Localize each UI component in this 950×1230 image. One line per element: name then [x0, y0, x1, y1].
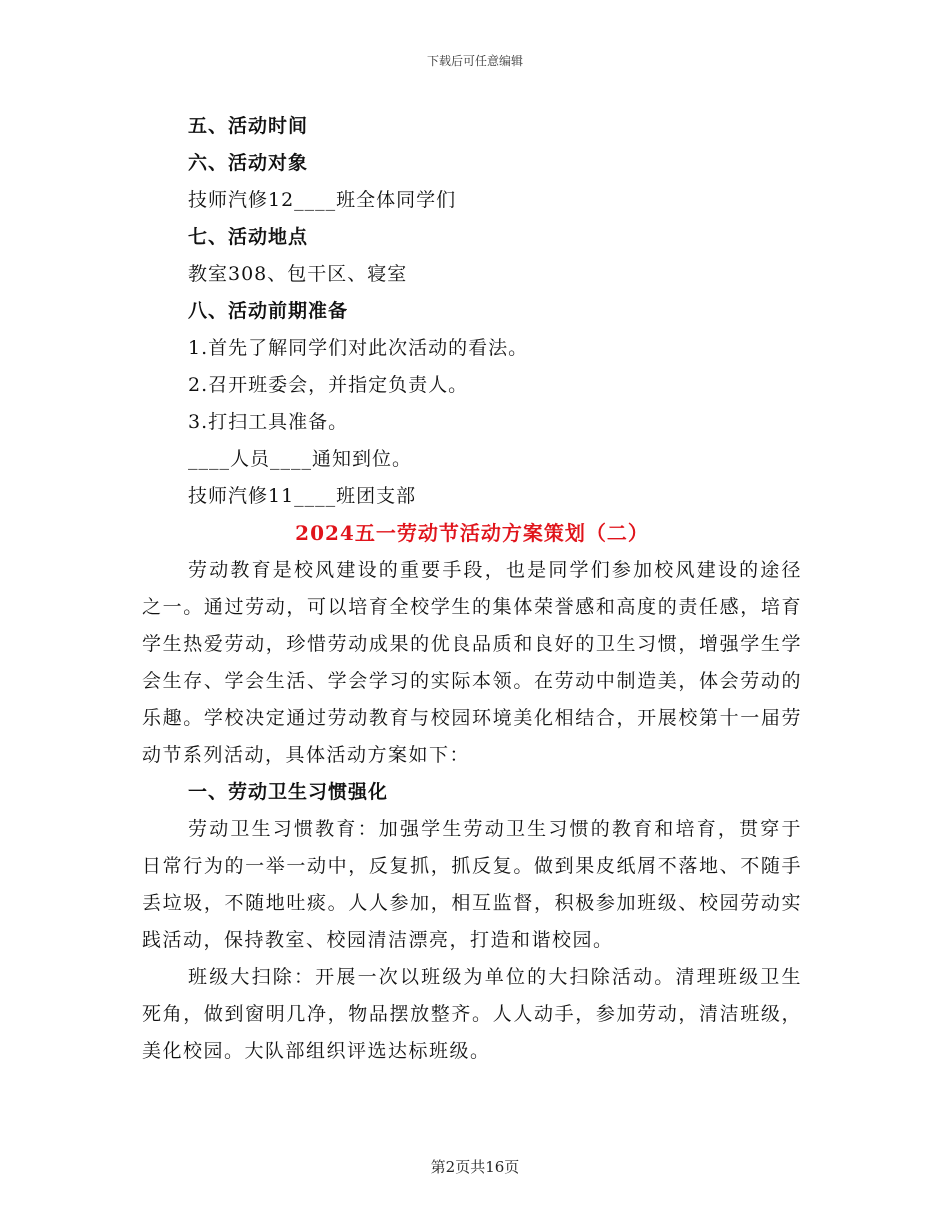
page-footer: 第2页共16页: [430, 1158, 520, 1176]
preparation-item-2: 2.召开班委会，并指定负责人。: [188, 374, 469, 396]
cleaning-paragraph: 班级大扫除：开展一次以班级为单位的大扫除活动。清理班级卫生死角，做到窗明几净，物品摆放整齐。人人动手，参加劳动，清洁班级，美化校园。大队部组织评选达标班级。: [142, 966, 802, 1062]
hygiene-paragraph: 劳动卫生习惯教育：加强学生劳动卫生习惯的教育和培育，贯穿于日常行为的一举一动中，反复抓，抓反复。做到果皮纸屑不落地、不随手丢垃圾，不随地吐痰。人人参加，相互监督，积极参加班级、校园劳动实践活动，保持教室、校园清洁漂亮，打造和谐校园。: [142, 818, 802, 951]
heading-activity-time: 五、活动时间: [188, 115, 309, 137]
section-title: 2024五一劳动节活动方案策划（二）: [295, 521, 649, 545]
heading-activity-target: 六、活动对象: [188, 152, 309, 174]
heading-activity-location: 七、活动地点: [188, 226, 309, 248]
intro-paragraph: 劳动教育是校风建设的重要手段，也是同学们参加校风建设的途径之一。通过劳动，可以培育全校学生的集体荣誉感和高度的责任感，培育学生热爱劳动，珍惜劳动成果的优良品质和良好的卫生习惯，增强学生学会生存、学会生活、学会学习的实际本领。在劳动中制造美，体会劳动的乐趣。学校决定通过劳动教育与校园环境美化相结合，开展校第十一届劳动节系列活动，具体活动方案如下：: [142, 559, 802, 766]
subheading-hygiene: 一、劳动卫生习惯强化: [188, 781, 389, 803]
page-header: 下载后可任意编辑: [426, 54, 523, 68]
notification-line: ____人员____通知到位。: [188, 448, 413, 470]
preparation-item-3: 3.打扫工具准备。: [188, 411, 349, 433]
signature-line: 技师汽修11____班团支部: [188, 485, 417, 507]
document-body: [142, 108, 802, 1070]
activity-target-text: 技师汽修12____班全体同学们: [188, 189, 457, 211]
activity-location-text: 教室308、包干区、寝室: [188, 263, 408, 285]
heading-preparation: 八、活动前期准备: [188, 300, 349, 322]
preparation-item-1: 1.首先了解同学们对此次活动的看法。: [188, 337, 529, 359]
